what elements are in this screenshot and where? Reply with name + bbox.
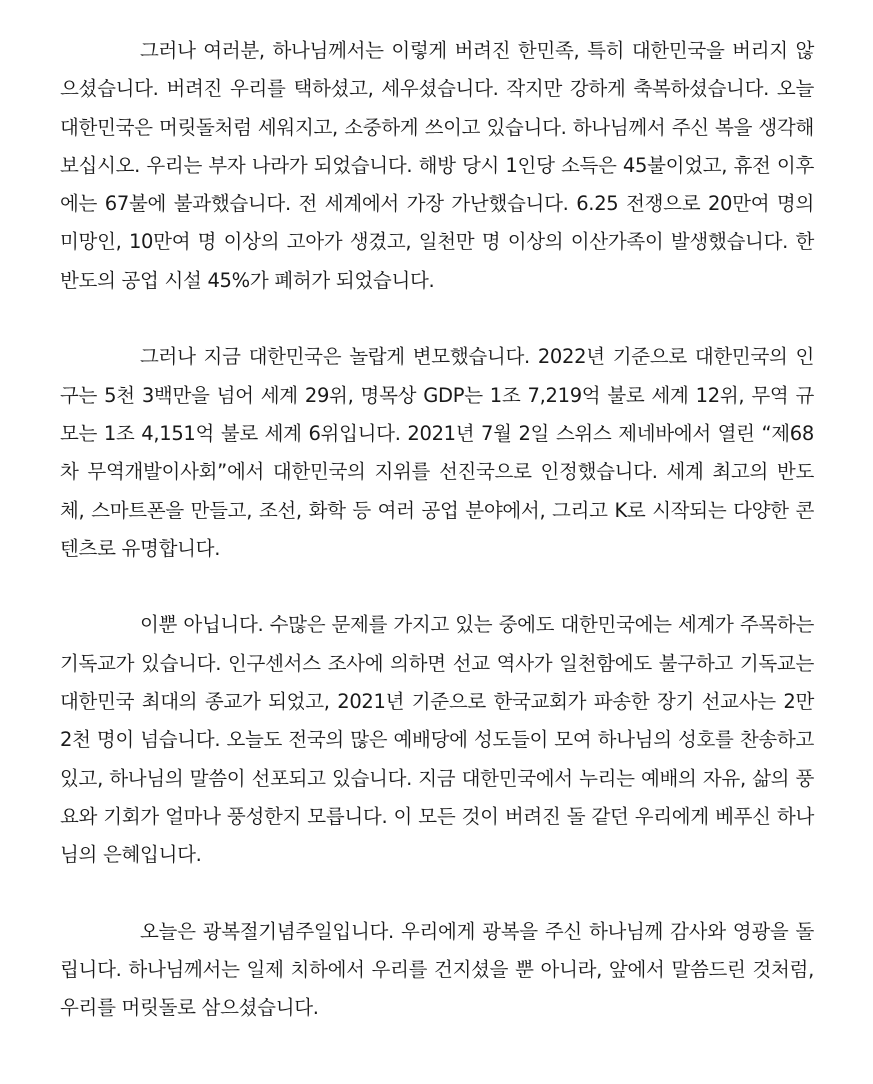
paragraph-liberation-day: 오늘은 광복절기념주일입니다. 우리에게 광복을 주신 하나님께 감사와 영광을 돌립니다. 하나님께서는 일제 치하에서 우리를 건지셨을 뿐 아니라, 앞에서 말씀드린 것처럼, 우리를 머릿돌로 삼으셨습니다. xyxy=(60,919,814,1020)
document-body xyxy=(60,32,814,1028)
paragraph-christianity-growth: 이뿐 아닙니다. 수많은 문제를 가지고 있는 중에도 대한민국에는 세계가 주목하는 기독교가 있습니다. 인구센서스 조사에 의하면 선교 역사가 일천함에도 불구하고 기독교는 대한민국 최대의 종교가 되었고, 2021년 기준으로 한국교회가 파송한 장기 선교사는 2만 2천 명이 넘습니다. 오늘도 전국의 많은 예배당에 성도들이 모여 하나님의 성호를 찬송하고 있고, 하나님의 말씀이 선포되고 있습니다. 지금 대한민국에서 누리는 예배의 자유, 삶의 풍요와 기회가 얼마나 풍성한지 모릅니다. 이 모든 것이 버려진 돌 같던 우리에게 베푸신 하나님의 은혜입니다. xyxy=(60,613,814,867)
paragraph-blessing-history: 그러나 여러분, 하나님께서는 이렇게 버려진 한민족, 특히 대한민국을 버리지 않으셨습니다. 버려진 우리를 택하셨고, 세우셨습니다. 작지만 강하게 축복하셨습니다. 오늘 대한민국은 머릿돌처럼 세워지고, 소중하게 쓰이고 있습니다. 하나님께서 주신 복을 생각해 보십시오. 우리는 부자 나라가 되었습니다. 해방 당시 1인당 소득은 45불이었고, 휴전 이후에는 67불에 불과했습니다. 전 세계에서 가장 가난했습니다. 6.25 전쟁으로 20만여 명의 미망인, 10만여 명 이상의 고아가 생겼고, 일천만 명 이상의 이산가족이 발생했습니다. 한반도의 공업 시설 45%가 폐허가 되었습니다. xyxy=(60,39,814,292)
paragraph-korea-transformation: 그러나 지금 대한민국은 놀랍게 변모했습니다. 2022년 기준으로 대한민국의 인구는 5천 3백만을 넘어 세계 29위, 명목상 GDP는 1조 7,219억 불로 세계 12위, 무역 규모는 1조 4,151억 불로 세계 6위입니다. 2021년 7월 2일 스위스 제네바에서 열린 “제68차 무역개발이사회”에서 대한민국의 지위를 선진국으로 인정했습니다. 세계 최고의 반도체, 스마트폰을 만들고, 조선, 화학 등 여러 공업 분야에서, 그리고 K로 시작되는 다양한 콘텐츠로 유명합니다. xyxy=(60,345,814,560)
